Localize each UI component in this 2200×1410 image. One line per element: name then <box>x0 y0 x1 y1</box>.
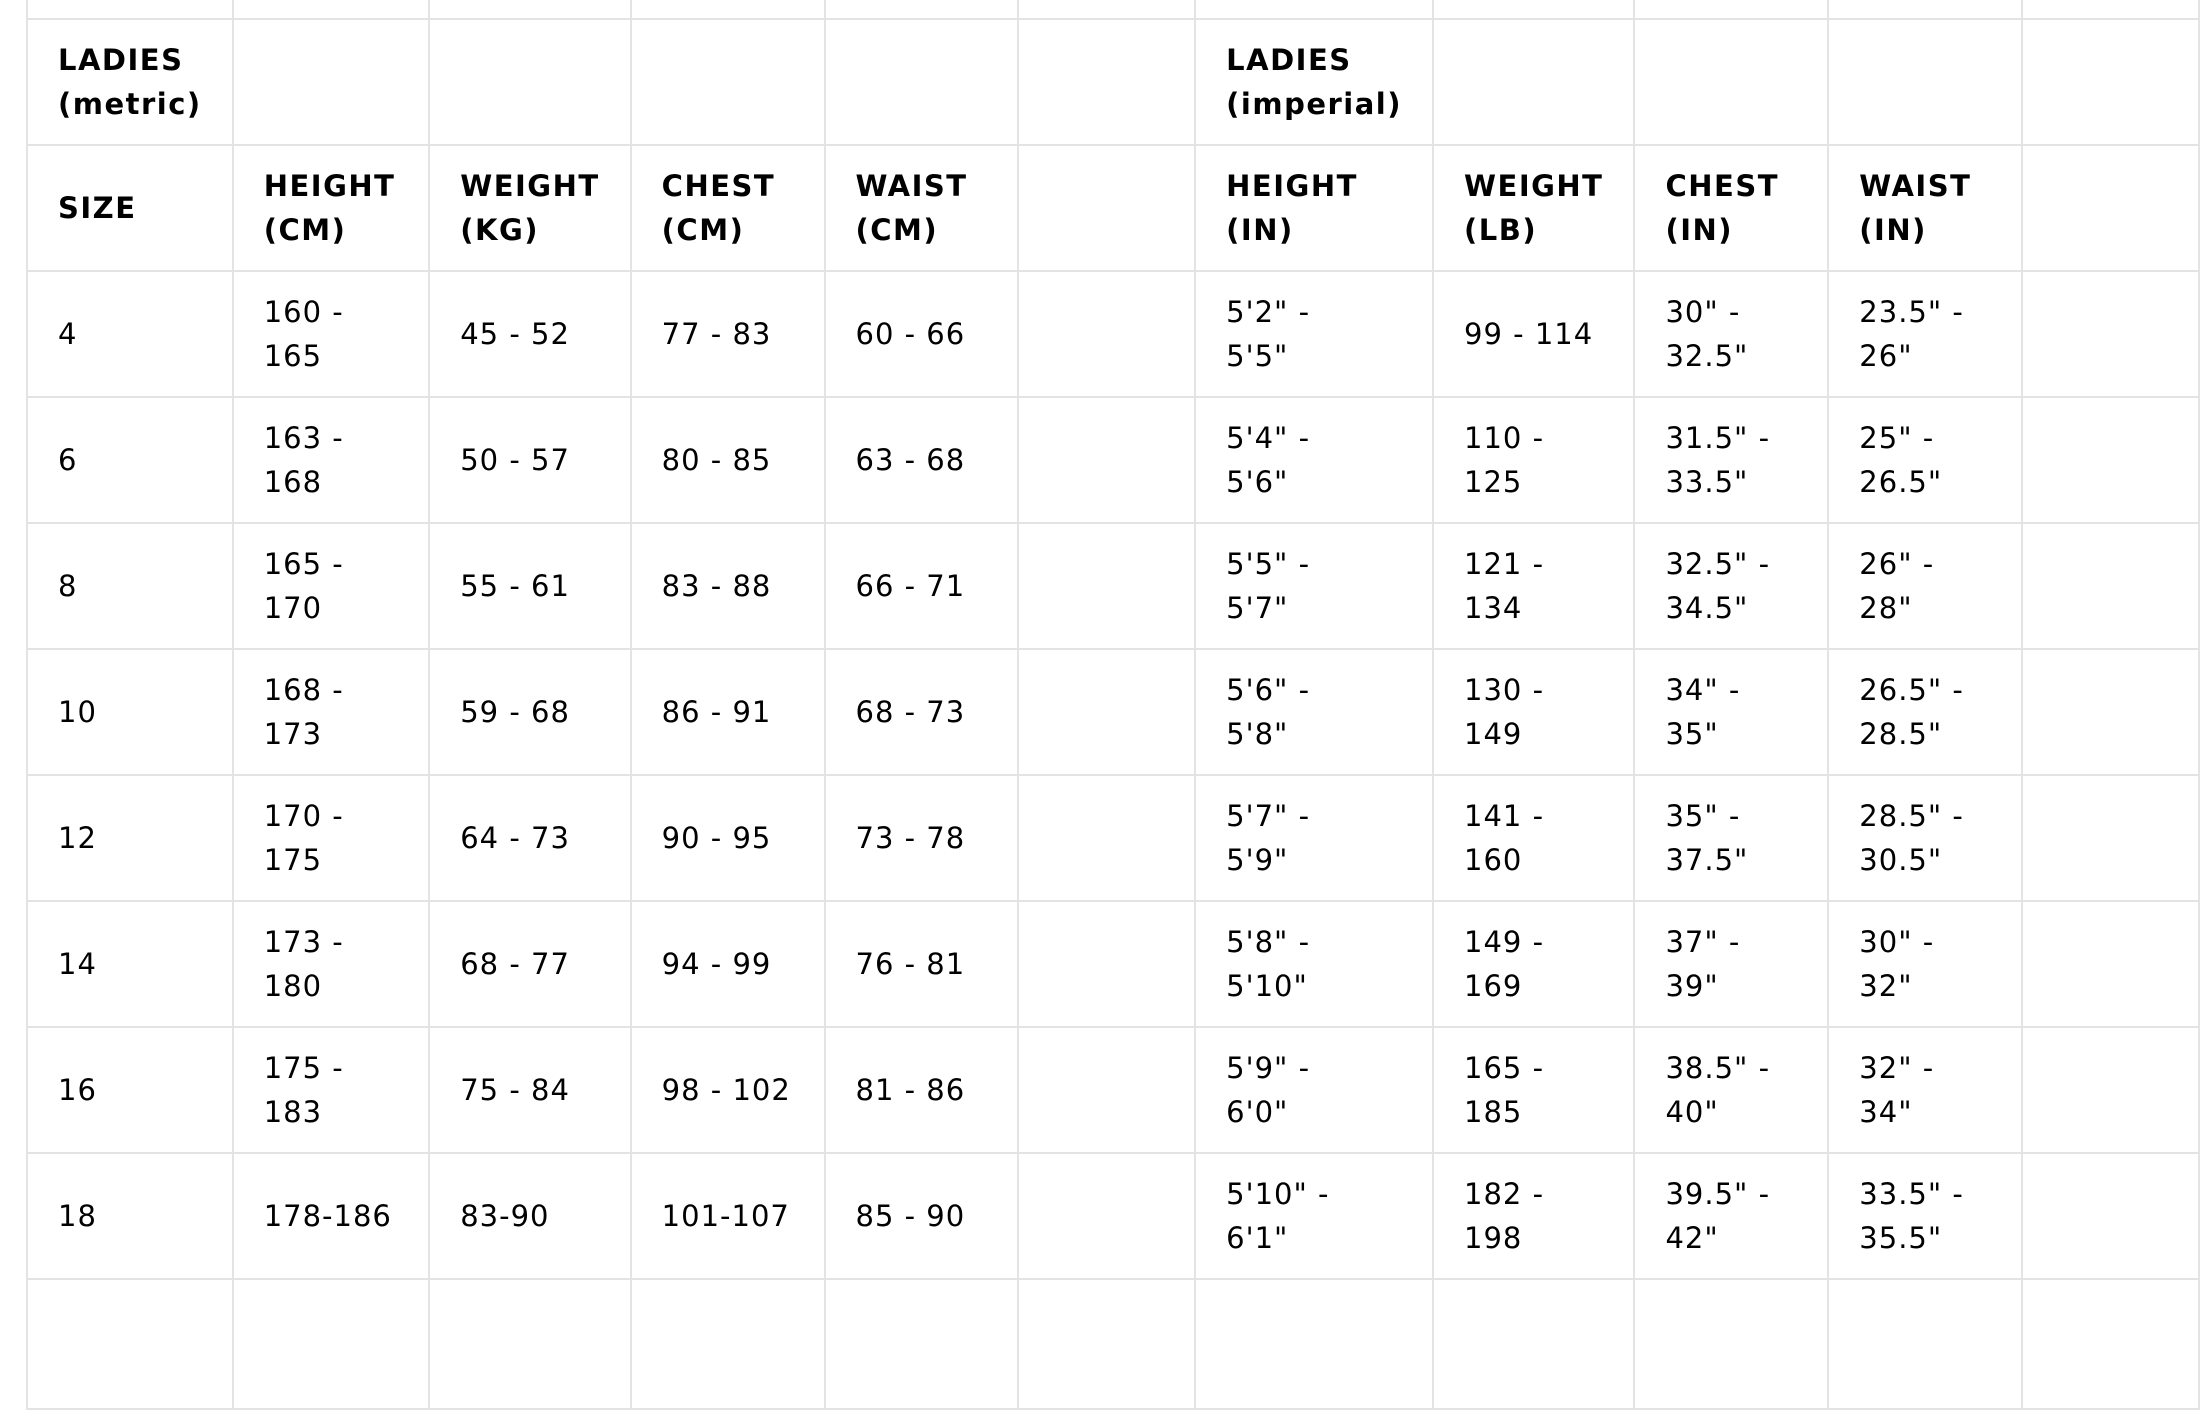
cell-size: 16 <box>27 1027 233 1153</box>
table-row <box>27 1027 2199 1153</box>
empty-cell <box>2022 523 2199 649</box>
table-row-bottom-partial <box>27 1279 2199 1409</box>
cell-height-in: 5'8" - 5'10" <box>1195 901 1433 1027</box>
empty-cell <box>631 19 825 145</box>
cell-weight-lb: 99 - 114 <box>1433 271 1634 397</box>
empty-cell <box>1018 19 1195 145</box>
cell-weight-lb: 110 - 125 <box>1433 397 1634 523</box>
cell-chest-in: 31.5" - 33.5" <box>1634 397 1828 523</box>
table-row <box>27 649 2199 775</box>
cell-chest-in: 32.5" - 34.5" <box>1634 523 1828 649</box>
empty-cell <box>2022 775 2199 901</box>
empty-cell <box>1018 523 1195 649</box>
column-header-waist-cm: WAIST (CM) <box>825 145 1019 271</box>
empty-cell <box>1018 1027 1195 1153</box>
cell-height-in: 5'5" - 5'7" <box>1195 523 1433 649</box>
cell-size: 6 <box>27 397 233 523</box>
cell-waist-cm: 81 - 86 <box>825 1027 1019 1153</box>
empty-cell <box>1634 1279 1828 1409</box>
cell-weight-kg: 83-90 <box>429 1153 630 1279</box>
cell-weight-kg: 64 - 73 <box>429 775 630 901</box>
empty-cell <box>1634 19 1828 145</box>
empty-cell <box>429 0 630 19</box>
cell-weight-lb: 130 - 149 <box>1433 649 1634 775</box>
section-title-imperial: LADIES (imperial) <box>1195 19 1433 145</box>
table-row <box>27 397 2199 523</box>
empty-cell <box>1828 0 2022 19</box>
cell-waist-cm: 63 - 68 <box>825 397 1019 523</box>
empty-cell <box>2022 901 2199 1027</box>
cell-weight-kg: 45 - 52 <box>429 271 630 397</box>
cell-size: 12 <box>27 775 233 901</box>
column-header-chest-in: CHEST (IN) <box>1634 145 1828 271</box>
cell-waist-cm: 66 - 71 <box>825 523 1019 649</box>
empty-cell <box>2022 1027 2199 1153</box>
cell-weight-kg: 59 - 68 <box>429 649 630 775</box>
empty-cell <box>1018 145 1195 271</box>
cell-height-cm: 170 - 175 <box>233 775 430 901</box>
cell-waist-in: 23.5" - 26" <box>1828 271 2022 397</box>
empty-cell <box>233 0 430 19</box>
cell-waist-cm: 68 - 73 <box>825 649 1019 775</box>
cell-weight-lb: 121 - 134 <box>1433 523 1634 649</box>
empty-cell <box>27 0 233 19</box>
cell-size: 14 <box>27 901 233 1027</box>
cell-waist-cm: 85 - 90 <box>825 1153 1019 1279</box>
cell-chest-cm: 101-107 <box>631 1153 825 1279</box>
cell-waist-in: 30" - 32" <box>1828 901 2022 1027</box>
cell-height-in: 5'2" - 5'5" <box>1195 271 1433 397</box>
empty-cell <box>2022 0 2199 19</box>
table-row-top-partial <box>27 0 2199 19</box>
cell-chest-cm: 90 - 95 <box>631 775 825 901</box>
empty-cell <box>825 0 1019 19</box>
empty-cell <box>1195 0 1433 19</box>
cell-waist-in: 28.5" - 30.5" <box>1828 775 2022 901</box>
empty-cell <box>1018 1279 1195 1409</box>
column-header-size: SIZE <box>27 145 233 271</box>
column-header-row <box>27 145 2199 271</box>
cell-height-cm: 168 - 173 <box>233 649 430 775</box>
cell-waist-cm: 60 - 66 <box>825 271 1019 397</box>
cell-height-cm: 178-186 <box>233 1153 430 1279</box>
cell-weight-kg: 75 - 84 <box>429 1027 630 1153</box>
size-chart-table <box>26 0 2200 1410</box>
empty-cell <box>2022 19 2199 145</box>
cell-weight-kg: 55 - 61 <box>429 523 630 649</box>
cell-size: 4 <box>27 271 233 397</box>
cell-height-in: 5'4" - 5'6" <box>1195 397 1433 523</box>
cell-chest-in: 39.5" - 42" <box>1634 1153 1828 1279</box>
section-title-metric: LADIES (metric) <box>27 19 233 145</box>
cell-height-cm: 163 - 168 <box>233 397 430 523</box>
column-header-height-in: HEIGHT (IN) <box>1195 145 1433 271</box>
cell-chest-in: 30" - 32.5" <box>1634 271 1828 397</box>
cell-size: 18 <box>27 1153 233 1279</box>
cell-waist-in: 26" - 28" <box>1828 523 2022 649</box>
empty-cell <box>1433 1279 1634 1409</box>
empty-cell <box>1018 397 1195 523</box>
cell-weight-lb: 182 - 198 <box>1433 1153 1634 1279</box>
cell-waist-in: 26.5" - 28.5" <box>1828 649 2022 775</box>
cell-height-cm: 160 - 165 <box>233 271 430 397</box>
empty-cell <box>631 1279 825 1409</box>
empty-cell <box>233 1279 430 1409</box>
empty-cell <box>2022 649 2199 775</box>
table-row <box>27 271 2199 397</box>
empty-cell <box>1433 19 1634 145</box>
empty-cell <box>1018 901 1195 1027</box>
empty-cell <box>1433 0 1634 19</box>
cell-size: 8 <box>27 523 233 649</box>
cell-chest-cm: 77 - 83 <box>631 271 825 397</box>
column-header-waist-in: WAIST (IN) <box>1828 145 2022 271</box>
cell-chest-in: 34" - 35" <box>1634 649 1828 775</box>
empty-cell <box>2022 145 2199 271</box>
column-header-weight-lb: WEIGHT (LB) <box>1433 145 1634 271</box>
empty-cell <box>27 1279 233 1409</box>
cell-waist-in: 25" - 26.5" <box>1828 397 2022 523</box>
cell-waist-in: 33.5" - 35.5" <box>1828 1153 2022 1279</box>
empty-cell <box>429 1279 630 1409</box>
empty-cell <box>233 19 430 145</box>
cell-height-cm: 165 - 170 <box>233 523 430 649</box>
cell-weight-kg: 68 - 77 <box>429 901 630 1027</box>
empty-cell <box>1634 0 1828 19</box>
empty-cell <box>2022 271 2199 397</box>
cell-height-in: 5'7" - 5'9" <box>1195 775 1433 901</box>
cell-height-cm: 173 - 180 <box>233 901 430 1027</box>
cell-chest-cm: 98 - 102 <box>631 1027 825 1153</box>
cell-height-in: 5'9" - 6'0" <box>1195 1027 1433 1153</box>
cell-chest-cm: 80 - 85 <box>631 397 825 523</box>
cell-chest-cm: 83 - 88 <box>631 523 825 649</box>
empty-cell <box>631 0 825 19</box>
empty-cell <box>2022 397 2199 523</box>
table-row <box>27 901 2199 1027</box>
cell-height-cm: 175 - 183 <box>233 1027 430 1153</box>
cell-weight-kg: 50 - 57 <box>429 397 630 523</box>
empty-cell <box>1018 1153 1195 1279</box>
table-row <box>27 775 2199 901</box>
empty-cell <box>1195 1279 1433 1409</box>
column-header-chest-cm: CHEST (CM) <box>631 145 825 271</box>
empty-cell <box>1018 775 1195 901</box>
empty-cell <box>825 19 1019 145</box>
cell-weight-lb: 149 - 169 <box>1433 901 1634 1027</box>
empty-cell <box>1828 1279 2022 1409</box>
cell-weight-lb: 141 - 160 <box>1433 775 1634 901</box>
empty-cell <box>1828 19 2022 145</box>
empty-cell <box>1018 649 1195 775</box>
cell-waist-cm: 76 - 81 <box>825 901 1019 1027</box>
empty-cell <box>1018 0 1195 19</box>
column-header-weight-kg: WEIGHT (KG) <box>429 145 630 271</box>
empty-cell <box>1018 271 1195 397</box>
cell-height-in: 5'10" - 6'1" <box>1195 1153 1433 1279</box>
cell-height-in: 5'6" - 5'8" <box>1195 649 1433 775</box>
cell-weight-lb: 165 - 185 <box>1433 1027 1634 1153</box>
empty-cell <box>2022 1153 2199 1279</box>
cell-chest-in: 35" - 37.5" <box>1634 775 1828 901</box>
empty-cell <box>825 1279 1019 1409</box>
table-row <box>27 1153 2199 1279</box>
cell-chest-in: 38.5" - 40" <box>1634 1027 1828 1153</box>
table-row <box>27 523 2199 649</box>
cell-size: 10 <box>27 649 233 775</box>
cell-waist-in: 32" - 34" <box>1828 1027 2022 1153</box>
cell-chest-in: 37" - 39" <box>1634 901 1828 1027</box>
cell-chest-cm: 94 - 99 <box>631 901 825 1027</box>
empty-cell <box>429 19 630 145</box>
cell-waist-cm: 73 - 78 <box>825 775 1019 901</box>
cell-chest-cm: 86 - 91 <box>631 649 825 775</box>
section-title-row <box>27 19 2199 145</box>
empty-cell <box>2022 1279 2199 1409</box>
column-header-height-cm: HEIGHT (CM) <box>233 145 430 271</box>
